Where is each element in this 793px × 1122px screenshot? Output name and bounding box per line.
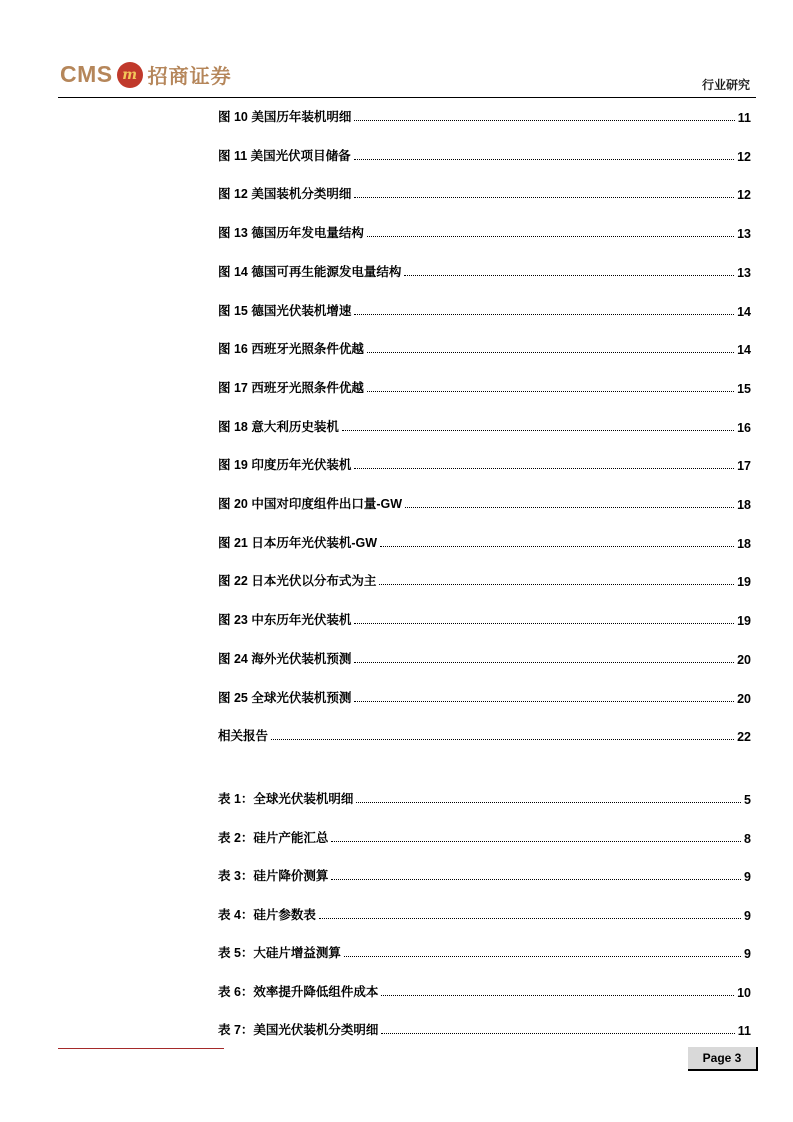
- toc-entry[interactable]: [218, 649, 751, 667]
- toc-entry[interactable]: [218, 223, 751, 241]
- toc-leader-dots: [342, 430, 734, 431]
- toc-entry-label: 表 5：大硅片增益测算: [218, 946, 341, 960]
- logo-chinese-name: 招商证券: [147, 64, 232, 88]
- toc-entry-label: 表 1：全球光伏装机明细: [218, 792, 354, 806]
- toc-entry[interactable]: [218, 571, 751, 589]
- page-header: [0, 0, 793, 100]
- toc-entry-page: 14: [737, 304, 751, 319]
- page-number-badge: Page 3: [688, 1047, 758, 1071]
- toc-leader-dots: [356, 802, 741, 803]
- toc-entry-page: 16: [737, 420, 751, 435]
- toc-entry-label: 表 7：美国光伏装机分类明细: [218, 1023, 379, 1037]
- toc-leader-dots: [367, 236, 734, 237]
- toc-entry-page: 19: [737, 575, 751, 590]
- toc-entry-page: 14: [737, 343, 751, 358]
- toc-entry[interactable]: [218, 378, 751, 396]
- toc-entry[interactable]: [218, 610, 751, 628]
- toc-entry-page: 10: [737, 985, 751, 1000]
- toc-entry[interactable]: [218, 789, 751, 807]
- toc-leader-dots: [367, 391, 734, 392]
- toc-leader-dots: [354, 468, 734, 469]
- toc-leader-dots: [404, 275, 734, 276]
- toc-entry[interactable]: [218, 1020, 751, 1038]
- toc-entry-label: 相关报告: [218, 729, 269, 743]
- header-divider: [58, 97, 756, 98]
- toc-entry-label: 图 14 德国可再生能源发电量结构: [218, 264, 402, 279]
- toc-entry-label: 图 23 中东历年光伏装机: [218, 613, 352, 628]
- toc-entry-label: 图 24 海外光伏装机预测: [218, 651, 352, 666]
- toc-entry-page: 12: [737, 149, 751, 164]
- toc-entry-page: 22: [737, 730, 751, 744]
- toc-entry[interactable]: [218, 339, 751, 357]
- toc-leader-dots: [381, 995, 734, 996]
- toc-leader-dots: [354, 314, 734, 315]
- toc-entry-label: 图 11 美国光伏项目储备: [218, 148, 351, 163]
- toc-entry-page: 5: [744, 793, 751, 807]
- toc-entry-page: 8: [744, 831, 751, 846]
- toc-entry-page: 19: [737, 614, 751, 629]
- toc-entry-label: 图 25 全球光伏装机预测: [218, 690, 352, 705]
- toc-leader-dots: [380, 546, 734, 547]
- toc-leader-dots: [344, 956, 741, 957]
- footer-divider: [58, 1048, 224, 1049]
- toc-leader-dots: [405, 507, 734, 508]
- toc-entry-page: 9: [744, 908, 751, 923]
- toc-entry[interactable]: [218, 262, 751, 280]
- toc-entry-label: 表 6：效率提升降低组件成本: [218, 984, 379, 999]
- toc-entry[interactable]: [218, 866, 751, 884]
- toc-leader-dots: [354, 197, 734, 198]
- logo-text: CMS: [60, 61, 113, 87]
- toc-entry[interactable]: [218, 943, 751, 961]
- toc-entry[interactable]: [218, 107, 751, 125]
- toc-entry[interactable]: [218, 494, 751, 512]
- toc-leader-dots: [379, 584, 734, 585]
- toc-entry[interactable]: [218, 184, 751, 202]
- toc-entry[interactable]: [218, 533, 751, 551]
- toc-entry[interactable]: [218, 455, 751, 473]
- toc-entry-label: 图 13 德国历年发电量结构: [218, 226, 364, 241]
- logo-mark-icon: m: [117, 62, 143, 88]
- toc-entry[interactable]: [218, 905, 751, 923]
- toc-entry-page: 20: [737, 652, 751, 667]
- toc-leader-dots: [354, 623, 734, 624]
- toc-entry-label: 图 12 美国装机分类明细: [218, 187, 352, 202]
- toc-entry-page: 17: [737, 459, 751, 474]
- toc-leader-dots: [271, 739, 734, 740]
- toc-entry-label: 图 22 日本光伏以分布式为主: [218, 574, 377, 589]
- toc-entry-page: 13: [737, 265, 751, 280]
- toc-entry-page: 11: [737, 1024, 751, 1038]
- toc-leader-dots: [381, 1033, 734, 1034]
- toc-entry[interactable]: [218, 688, 751, 706]
- toc-entry[interactable]: [218, 726, 751, 744]
- toc-entry[interactable]: [218, 828, 751, 846]
- toc-entry-label: 图 21 日本历年光伏装机-GW: [218, 535, 378, 550]
- toc-entry-label: 图 15 德国光伏装机增速: [218, 303, 352, 318]
- cms-logo: [60, 60, 232, 89]
- toc-entry-label: 表 3：硅片降价测算: [218, 869, 329, 883]
- toc-leader-dots: [354, 120, 734, 121]
- toc-entry-label: 图 16 西班牙光照条件优越: [218, 342, 364, 357]
- toc-entry-page: 9: [744, 947, 751, 961]
- toc-entry-page: 13: [737, 227, 751, 242]
- toc-entry-label: 图 19 印度历年光伏装机: [218, 458, 352, 473]
- toc-entry-label: 图 10 美国历年装机明细: [218, 110, 352, 124]
- toc-entry[interactable]: [218, 982, 751, 1000]
- toc-entry-label: 图 17 西班牙光照条件优越: [218, 380, 364, 395]
- toc-leader-dots: [319, 918, 741, 919]
- toc-entry-page: 12: [737, 188, 751, 203]
- toc-entry-page: 18: [737, 536, 751, 551]
- toc-leader-dots: [367, 352, 734, 353]
- toc-entry[interactable]: [218, 146, 751, 164]
- toc-entry[interactable]: [218, 301, 751, 319]
- toc-entry-label: 表 4：硅片参数表: [218, 907, 316, 922]
- toc-entry-label: 表 2：硅片产能汇总: [218, 830, 329, 845]
- toc-leader-dots: [354, 159, 734, 160]
- section-label: 行业研究: [701, 78, 750, 92]
- toc-entry-page: 11: [737, 111, 751, 125]
- toc-leader-dots: [331, 879, 741, 880]
- toc-leader-dots: [331, 841, 741, 842]
- toc-entry-label: 图 18 意大利历史装机: [218, 419, 339, 434]
- toc-leader-dots: [354, 701, 734, 702]
- toc-entry-label: 图 20 中国对印度组件出口量-GW: [218, 497, 403, 511]
- toc-entry[interactable]: [218, 417, 751, 435]
- toc-entry-page: 20: [737, 691, 751, 706]
- toc-entry-page: 9: [744, 870, 751, 884]
- toc-leader-dots: [354, 662, 734, 663]
- toc-entry-page: 15: [737, 381, 751, 396]
- toc-entry-page: 18: [737, 498, 751, 512]
